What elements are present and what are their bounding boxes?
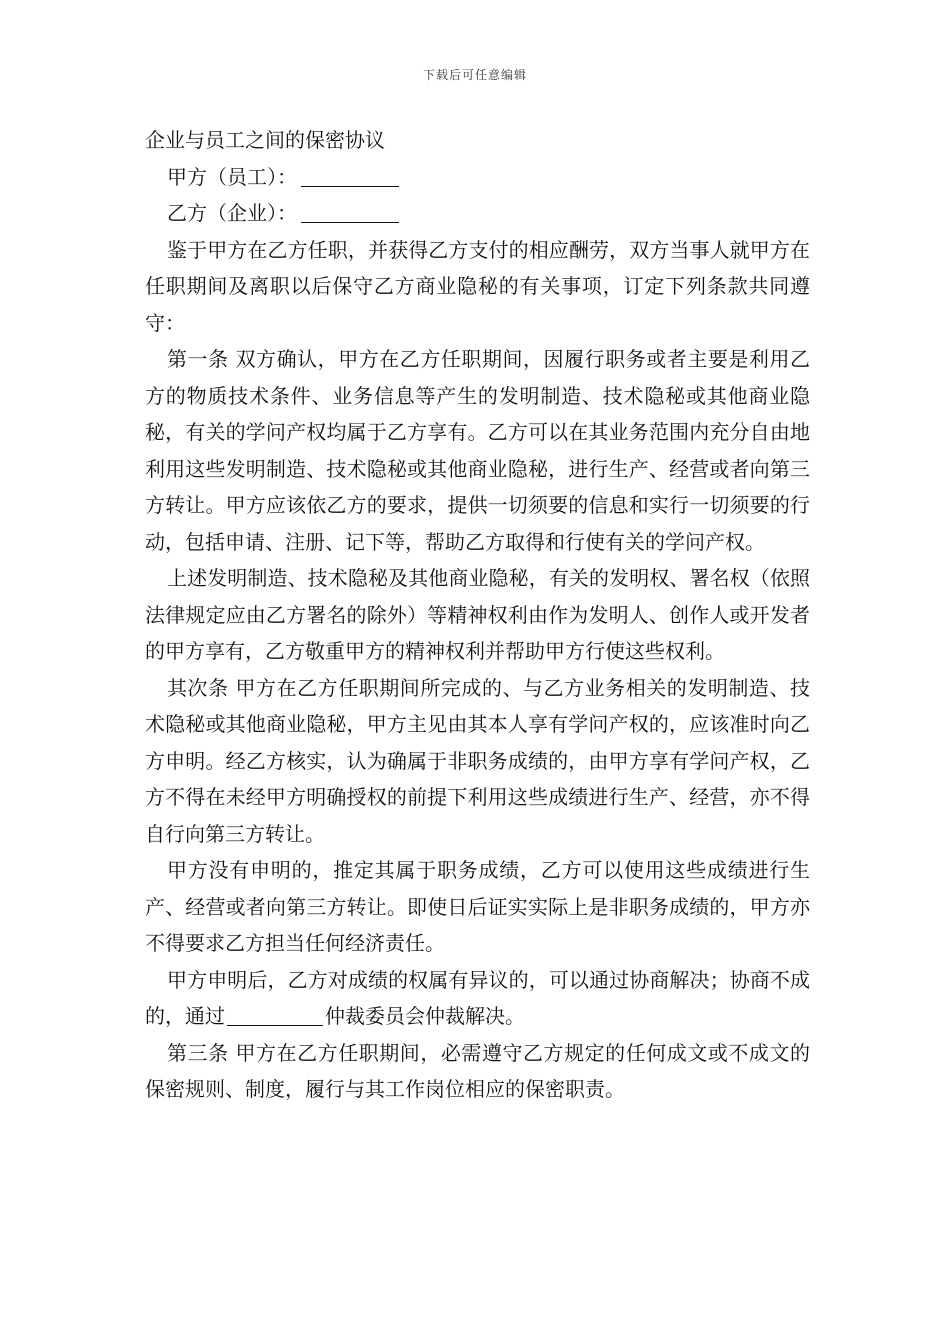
party-a-line bbox=[145, 159, 810, 196]
preamble-paragraph: 鉴于甲方在乙方任职，并获得乙方支付的相应酬劳，双方当事人就甲方在任职期间及离职以后保守乙方商业隐秘的有关事项，订定下列条款共同遵守： bbox=[145, 237, 810, 335]
party-b-label: 乙方（企业）： bbox=[167, 201, 297, 225]
article-1-paragraph-2: 上述发明制造、技术隐秘及其他商业隐秘，有关的发明权、署名权（依照法律规定应由乙方署名的除外）等精神权利由作为发明人、创作人或开发者的甲方享有，乙方敬重甲方的精神权利并帮助甲方行使这些权利。 bbox=[145, 566, 810, 663]
party-a-blank bbox=[301, 164, 399, 187]
article-2-paragraph-3 bbox=[145, 962, 810, 1035]
article-1-paragraph-1: 第一条 双方确认，甲方在乙方任职期间，因履行职务或者主要是利用乙方的物质技术条件、业务信息等产生的发明制造、技术隐秘或其他商业隐秘，有关的学问产权均属于乙方享有。乙方可以在其业务范围内充分自由地利用这些发明制造、技术隐秘或其他商业隐秘，进行生产、经营或者向第三方转让。甲方应该依乙方的要求，提供一切须要的信息和实行一切须要的行动，包括申请、注册、记下等，帮助乙方取得和行使有关的学问产权。 bbox=[145, 347, 810, 554]
document-title: 企业与员工之间的保密协议 bbox=[145, 128, 385, 152]
article-3-paragraph-1: 第三条 甲方在乙方任职期间，必需遵守乙方规定的任何成文或不成文的保密规则、制度，履行与其工作岗位相应的保密职责。 bbox=[145, 1040, 810, 1101]
party-b-blank bbox=[301, 200, 399, 223]
arbitration-text-before: 甲方申明后，乙方对成绩的权属有异议的，可以通过协商解决；协商不成的，通过 bbox=[145, 967, 810, 1028]
article-2-paragraph-1: 其次条 甲方在乙方任职期间所完成的、与乙方业务相关的发明制造、技术隐秘或其他商业隐秘，甲方主见由其本人享有学问产权的，应该准时向乙方申明。经乙方核实，认为确属于非职务成绩的，由甲方享有学问产权，乙方不得在未经甲方明确授权的前提下利用这些成绩进行生产、经营，亦不得自行向第三方转让。 bbox=[145, 675, 810, 846]
arbitration-text-after: 仲裁委员会仲裁解决。 bbox=[325, 1004, 525, 1028]
article-2-paragraph-2: 甲方没有申明的，推定其属于职务成绩，乙方可以使用这些成绩进行生产、经营或者向第三方转让。即使日后证实实际上是非职务成绩的，甲方亦不得要求乙方担当任何经济责任。 bbox=[145, 858, 810, 955]
document-body bbox=[145, 122, 810, 1108]
page-header-note: 下载后可任意编辑 bbox=[422, 68, 527, 82]
party-a-label: 甲方（员工）： bbox=[167, 164, 297, 189]
party-b-line bbox=[145, 195, 810, 232]
arbitration-blank bbox=[227, 1003, 323, 1026]
